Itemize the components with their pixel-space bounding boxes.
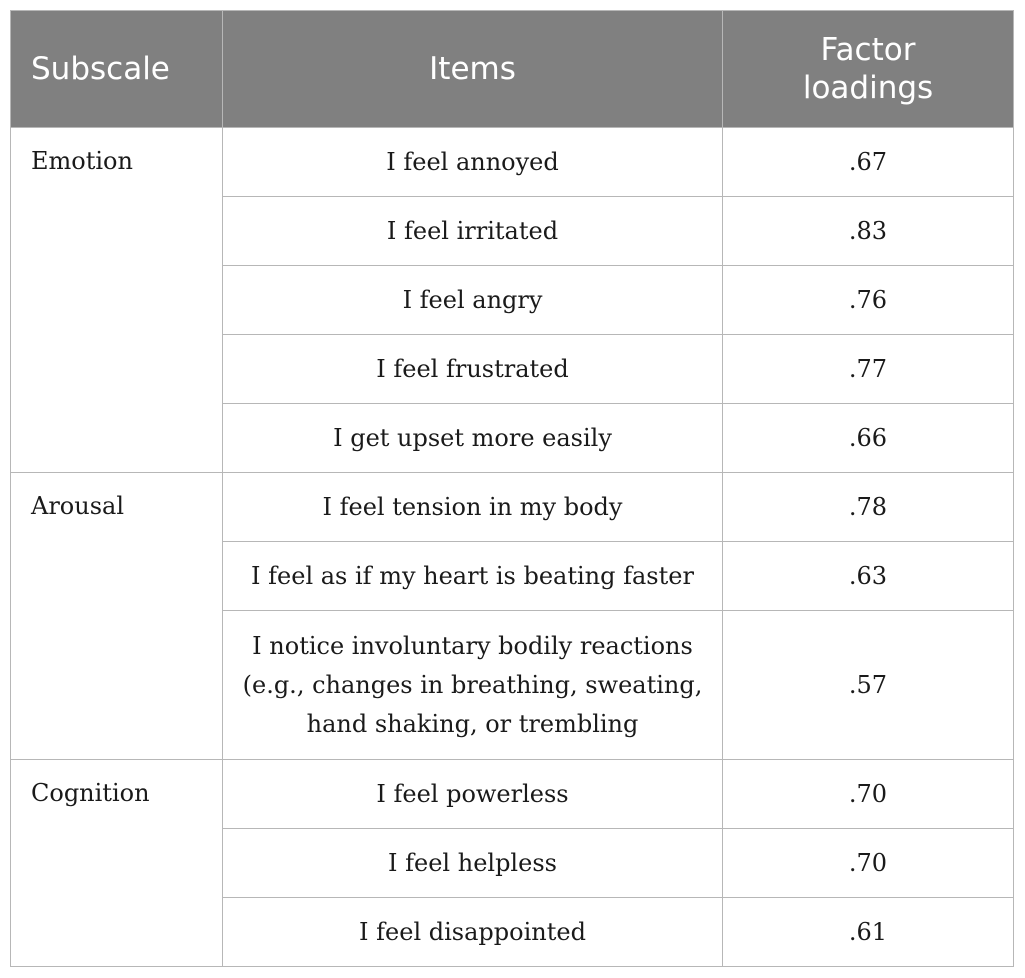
loading-cell: .66 bbox=[723, 404, 1014, 473]
subscale-cell-arousal: Arousal bbox=[11, 473, 223, 760]
subscale-cell-emotion: Emotion bbox=[11, 128, 223, 473]
factor-loadings-table bbox=[10, 10, 1014, 967]
item-cell: I feel tension in my body bbox=[223, 473, 723, 542]
loading-cell: .63 bbox=[723, 542, 1014, 611]
loading-cell: .77 bbox=[723, 335, 1014, 404]
item-cell: I feel as if my heart is beating faster bbox=[223, 542, 723, 611]
loading-cell: .57 bbox=[723, 611, 1014, 760]
table-header bbox=[11, 11, 1014, 128]
table-row bbox=[11, 760, 1014, 829]
loading-cell: .83 bbox=[723, 197, 1014, 266]
table-row bbox=[11, 473, 1014, 542]
header-subscale: Subscale bbox=[11, 11, 223, 128]
subscale-cell-cognition: Cognition bbox=[11, 760, 223, 967]
item-cell-multiline bbox=[223, 611, 723, 760]
header-factor-loadings bbox=[723, 11, 1014, 128]
item-line: (e.g., changes in breathing, sweating, bbox=[242, 670, 703, 699]
header-row bbox=[11, 11, 1014, 128]
loading-cell: .67 bbox=[723, 128, 1014, 197]
item-cell: I feel disappointed bbox=[223, 898, 723, 967]
loading-cell: .70 bbox=[723, 760, 1014, 829]
item-cell: I feel irritated bbox=[223, 197, 723, 266]
loading-cell: .61 bbox=[723, 898, 1014, 967]
header-loadings-line2: loadings bbox=[802, 70, 934, 106]
loading-cell: .76 bbox=[723, 266, 1014, 335]
table-body bbox=[11, 128, 1014, 967]
item-line: hand shaking, or trembling bbox=[306, 709, 639, 738]
item-cell: I feel angry bbox=[223, 266, 723, 335]
loading-cell: .70 bbox=[723, 829, 1014, 898]
loading-cell: .78 bbox=[723, 473, 1014, 542]
item-cell: I get upset more easily bbox=[223, 404, 723, 473]
item-cell: I feel annoyed bbox=[223, 128, 723, 197]
header-loadings-line1: Factor bbox=[820, 32, 916, 68]
item-cell: I feel powerless bbox=[223, 760, 723, 829]
item-cell: I feel helpless bbox=[223, 829, 723, 898]
header-items: Items bbox=[223, 11, 723, 128]
table-row bbox=[11, 128, 1014, 197]
item-cell: I feel frustrated bbox=[223, 335, 723, 404]
item-line: I notice involuntary bodily reactions bbox=[252, 631, 693, 660]
